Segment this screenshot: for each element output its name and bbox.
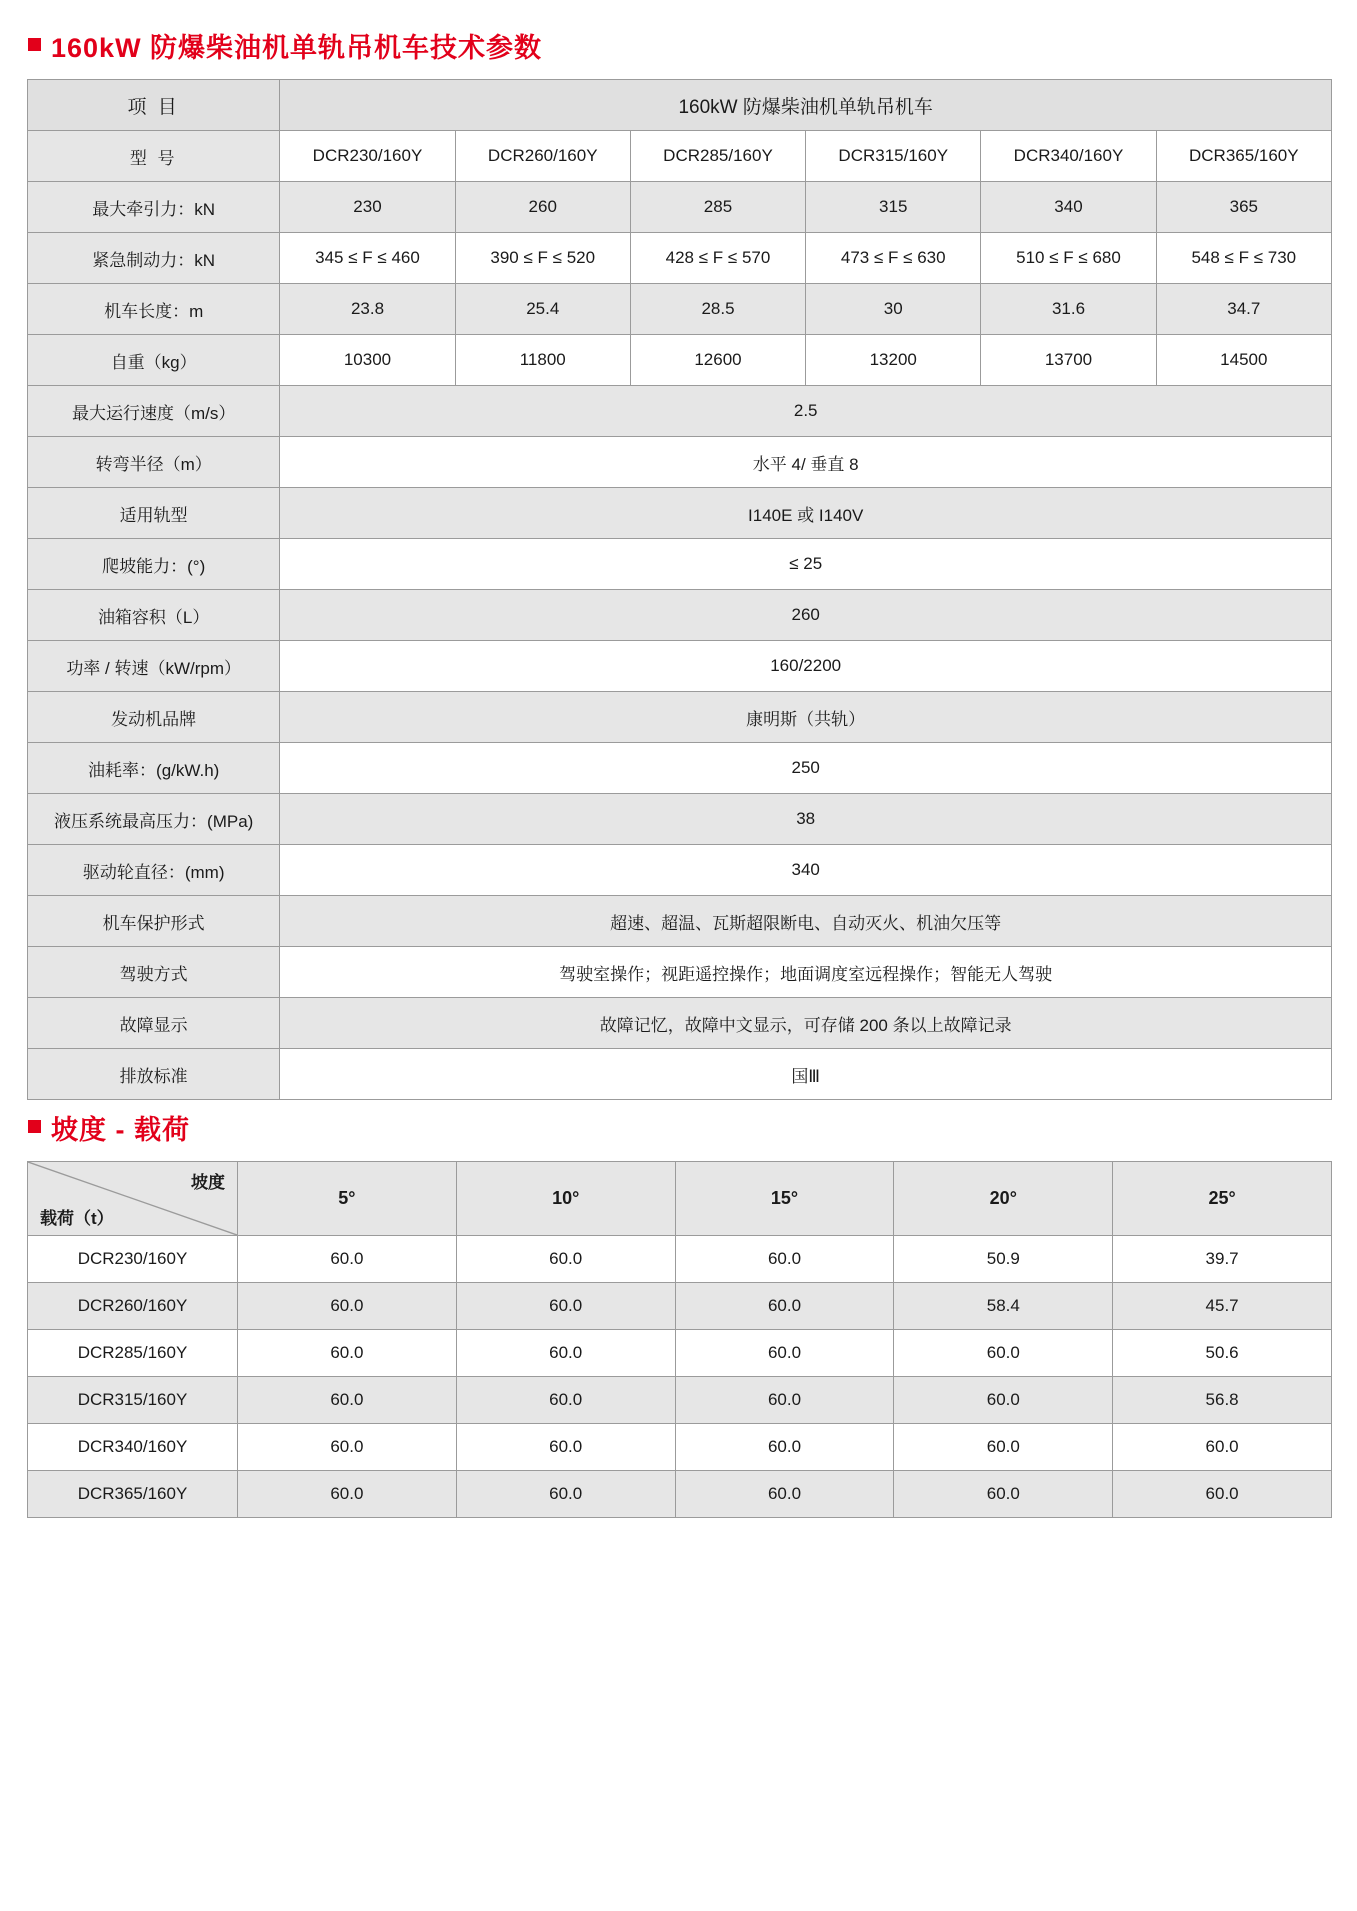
load-cell-4-2: 60.0 bbox=[675, 1424, 894, 1471]
cell-max-traction-1: 260 bbox=[455, 182, 630, 233]
row-label-protection: 机车保护形式 bbox=[28, 896, 280, 947]
cell-emergency-brake-5: 548 ≤ F ≤ 730 bbox=[1156, 233, 1331, 284]
cell-max-traction-2: 285 bbox=[630, 182, 805, 233]
cell-length-0: 23.8 bbox=[280, 284, 455, 335]
table-row bbox=[28, 1377, 1332, 1424]
cell-emergency-brake-3: 473 ≤ F ≤ 630 bbox=[806, 233, 981, 284]
cell-weight-5: 14500 bbox=[1156, 335, 1331, 386]
row-label-power-speed: 功率 / 转速（kW/rpm） bbox=[28, 641, 280, 692]
cell-weight-0: 10300 bbox=[280, 335, 455, 386]
table-row bbox=[28, 539, 1332, 590]
cell-model-5: DCR365/160Y bbox=[1156, 131, 1331, 182]
load-cell-2-3: 60.0 bbox=[894, 1330, 1113, 1377]
cell-max-traction-3: 315 bbox=[806, 182, 981, 233]
table-row bbox=[28, 335, 1332, 386]
spec-section-title bbox=[28, 26, 1331, 65]
table-row bbox=[28, 1283, 1332, 1330]
load-cell-3-2: 60.0 bbox=[675, 1377, 894, 1424]
row-label-fault-display: 故障显示 bbox=[28, 998, 280, 1049]
cell-emergency-brake-0: 345 ≤ F ≤ 460 bbox=[280, 233, 455, 284]
cell-emission: 国Ⅲ bbox=[280, 1049, 1332, 1100]
load-cell-3-3: 60.0 bbox=[894, 1377, 1113, 1424]
cell-weight-3: 13200 bbox=[806, 335, 981, 386]
spec-title-text: 160kW 防爆柴油机单轨吊机车技术参数 bbox=[51, 33, 543, 63]
table-row bbox=[28, 131, 1332, 182]
grade-load-table bbox=[27, 1161, 1332, 1518]
load-cell-4-3: 60.0 bbox=[894, 1424, 1113, 1471]
load-section-title bbox=[28, 1108, 1331, 1147]
row-label-hydraulic-pressure: 液压系统最高压力：(MPa) bbox=[28, 794, 280, 845]
column-header-10deg: 10° bbox=[456, 1162, 675, 1236]
load-cell-3-0: 60.0 bbox=[238, 1377, 457, 1424]
header-group-cell: 160kW 防爆柴油机单轨吊机车 bbox=[280, 80, 1332, 131]
row-label-max-traction: 最大牵引力：kN bbox=[28, 182, 280, 233]
table-row bbox=[28, 284, 1332, 335]
corner-load-label: 载荷（t） bbox=[40, 1209, 114, 1228]
table-row bbox=[28, 590, 1332, 641]
table-row bbox=[28, 1049, 1332, 1100]
load-cell-1-3: 58.4 bbox=[894, 1283, 1113, 1330]
cell-protection: 超速、超温、瓦斯超限断电、自动灭火、机油欠压等 bbox=[280, 896, 1332, 947]
load-cell-0-3: 50.9 bbox=[894, 1236, 1113, 1283]
table-row bbox=[28, 1424, 1332, 1471]
load-cell-1-1: 60.0 bbox=[456, 1283, 675, 1330]
column-header-25deg: 25° bbox=[1113, 1162, 1332, 1236]
row-label-fuel-tank: 油箱容积（L） bbox=[28, 590, 280, 641]
table-row bbox=[28, 998, 1332, 1049]
table-row bbox=[28, 743, 1332, 794]
table-row bbox=[28, 437, 1332, 488]
cell-climb: ≤ 25 bbox=[280, 539, 1332, 590]
load-row-model-4: DCR340/160Y bbox=[28, 1424, 238, 1471]
table-row bbox=[28, 1162, 1332, 1236]
cell-model-0: DCR230/160Y bbox=[280, 131, 455, 182]
row-label-weight: 自重（kg） bbox=[28, 335, 280, 386]
load-row-model-5: DCR365/160Y bbox=[28, 1471, 238, 1518]
cell-weight-1: 11800 bbox=[455, 335, 630, 386]
table-row bbox=[28, 80, 1332, 131]
table-row bbox=[28, 896, 1332, 947]
table-row bbox=[28, 1471, 1332, 1518]
row-label-max-speed: 最大运行速度（m/s） bbox=[28, 386, 280, 437]
cell-emergency-brake-4: 510 ≤ F ≤ 680 bbox=[981, 233, 1156, 284]
cell-weight-4: 13700 bbox=[981, 335, 1156, 386]
load-cell-3-4: 56.8 bbox=[1113, 1377, 1332, 1424]
load-cell-5-3: 60.0 bbox=[894, 1471, 1113, 1518]
column-header-20deg: 20° bbox=[894, 1162, 1113, 1236]
load-cell-2-4: 50.6 bbox=[1113, 1330, 1332, 1377]
cell-engine-brand: 康明斯（共轨） bbox=[280, 692, 1332, 743]
cell-emergency-brake-1: 390 ≤ F ≤ 520 bbox=[455, 233, 630, 284]
load-cell-0-4: 39.7 bbox=[1113, 1236, 1332, 1283]
table-row bbox=[28, 386, 1332, 437]
table-row bbox=[28, 182, 1332, 233]
cell-max-traction-0: 230 bbox=[280, 182, 455, 233]
row-label-turn-radius: 转弯半径（m） bbox=[28, 437, 280, 488]
load-row-model-0: DCR230/160Y bbox=[28, 1236, 238, 1283]
row-label-driving-mode: 驾驶方式 bbox=[28, 947, 280, 998]
load-title-text: 坡度 - 载荷 bbox=[51, 1115, 190, 1145]
row-label-drive-wheel: 驱动轮直径：(mm) bbox=[28, 845, 280, 896]
cell-length-3: 30 bbox=[806, 284, 981, 335]
grade-load-table-head bbox=[28, 1162, 1332, 1236]
table-row bbox=[28, 233, 1332, 284]
cell-length-5: 34.7 bbox=[1156, 284, 1331, 335]
cell-fuel-tank: 260 bbox=[280, 590, 1332, 641]
grade-load-table-body bbox=[28, 1236, 1332, 1518]
load-cell-5-1: 60.0 bbox=[456, 1471, 675, 1518]
load-cell-0-1: 60.0 bbox=[456, 1236, 675, 1283]
load-cell-4-1: 60.0 bbox=[456, 1424, 675, 1471]
cell-model-4: DCR340/160Y bbox=[981, 131, 1156, 182]
load-cell-5-4: 60.0 bbox=[1113, 1471, 1332, 1518]
row-label-fuel-rate: 油耗率：(g/kW.h) bbox=[28, 743, 280, 794]
load-cell-2-1: 60.0 bbox=[456, 1330, 675, 1377]
cell-weight-2: 12600 bbox=[630, 335, 805, 386]
table-row bbox=[28, 947, 1332, 998]
load-cell-5-2: 60.0 bbox=[675, 1471, 894, 1518]
load-row-model-3: DCR315/160Y bbox=[28, 1377, 238, 1424]
row-label-engine-brand: 发动机品牌 bbox=[28, 692, 280, 743]
row-label-emergency-brake: 紧急制动力：kN bbox=[28, 233, 280, 284]
cell-fault-display: 故障记忆，故障中文显示，可存储 200 条以上故障记录 bbox=[280, 998, 1332, 1049]
table-row bbox=[28, 641, 1332, 692]
corner-grade-label: 坡度 bbox=[191, 1173, 225, 1192]
table-row bbox=[28, 794, 1332, 845]
table-row bbox=[28, 1236, 1332, 1283]
load-cell-0-0: 60.0 bbox=[238, 1236, 457, 1283]
cell-model-2: DCR285/160Y bbox=[630, 131, 805, 182]
cell-fuel-rate: 250 bbox=[280, 743, 1332, 794]
cell-model-1: DCR260/160Y bbox=[455, 131, 630, 182]
square-bullet-icon bbox=[28, 38, 41, 51]
table-row bbox=[28, 1330, 1332, 1377]
spec-table-body bbox=[28, 80, 1332, 1100]
load-cell-2-0: 60.0 bbox=[238, 1330, 457, 1377]
table-row bbox=[28, 845, 1332, 896]
load-cell-1-2: 60.0 bbox=[675, 1283, 894, 1330]
table-row bbox=[28, 692, 1332, 743]
cell-max-traction-5: 365 bbox=[1156, 182, 1331, 233]
row-label-model: 型 号 bbox=[28, 131, 280, 182]
load-row-model-1: DCR260/160Y bbox=[28, 1283, 238, 1330]
row-label-length: 机车长度：m bbox=[28, 284, 280, 335]
row-label-rail-type: 适用轨型 bbox=[28, 488, 280, 539]
load-cell-2-2: 60.0 bbox=[675, 1330, 894, 1377]
cell-emergency-brake-2: 428 ≤ F ≤ 570 bbox=[630, 233, 805, 284]
cell-drive-wheel: 340 bbox=[280, 845, 1332, 896]
column-header-5deg: 5° bbox=[238, 1162, 457, 1236]
row-label-climb: 爬坡能力：(°) bbox=[28, 539, 280, 590]
load-row-model-2: DCR285/160Y bbox=[28, 1330, 238, 1377]
header-item-cell: 项 目 bbox=[28, 80, 280, 131]
cell-driving-mode: 驾驶室操作；视距遥控操作；地面调度室远程操作；智能无人驾驶 bbox=[280, 947, 1332, 998]
cell-hydraulic-pressure: 38 bbox=[280, 794, 1332, 845]
load-cell-3-1: 60.0 bbox=[456, 1377, 675, 1424]
load-cell-1-4: 45.7 bbox=[1113, 1283, 1332, 1330]
cell-length-4: 31.6 bbox=[981, 284, 1156, 335]
spec-table bbox=[27, 79, 1332, 1100]
column-header-15deg: 15° bbox=[675, 1162, 894, 1236]
cell-max-speed: 2.5 bbox=[280, 386, 1332, 437]
table-row bbox=[28, 488, 1332, 539]
load-cell-1-0: 60.0 bbox=[238, 1283, 457, 1330]
load-cell-4-4: 60.0 bbox=[1113, 1424, 1332, 1471]
load-cell-5-0: 60.0 bbox=[238, 1471, 457, 1518]
row-label-emission: 排放标准 bbox=[28, 1049, 280, 1100]
square-bullet-icon bbox=[28, 1120, 41, 1133]
cell-power-speed: 160/2200 bbox=[280, 641, 1332, 692]
load-cell-4-0: 60.0 bbox=[238, 1424, 457, 1471]
cell-rail-type: I140E 或 I140V bbox=[280, 488, 1332, 539]
corner-header-cell bbox=[28, 1162, 238, 1236]
load-cell-0-2: 60.0 bbox=[675, 1236, 894, 1283]
cell-max-traction-4: 340 bbox=[981, 182, 1156, 233]
cell-model-3: DCR315/160Y bbox=[806, 131, 981, 182]
cell-turn-radius: 水平 4/ 垂直 8 bbox=[280, 437, 1332, 488]
cell-length-1: 25.4 bbox=[455, 284, 630, 335]
cell-length-2: 28.5 bbox=[630, 284, 805, 335]
